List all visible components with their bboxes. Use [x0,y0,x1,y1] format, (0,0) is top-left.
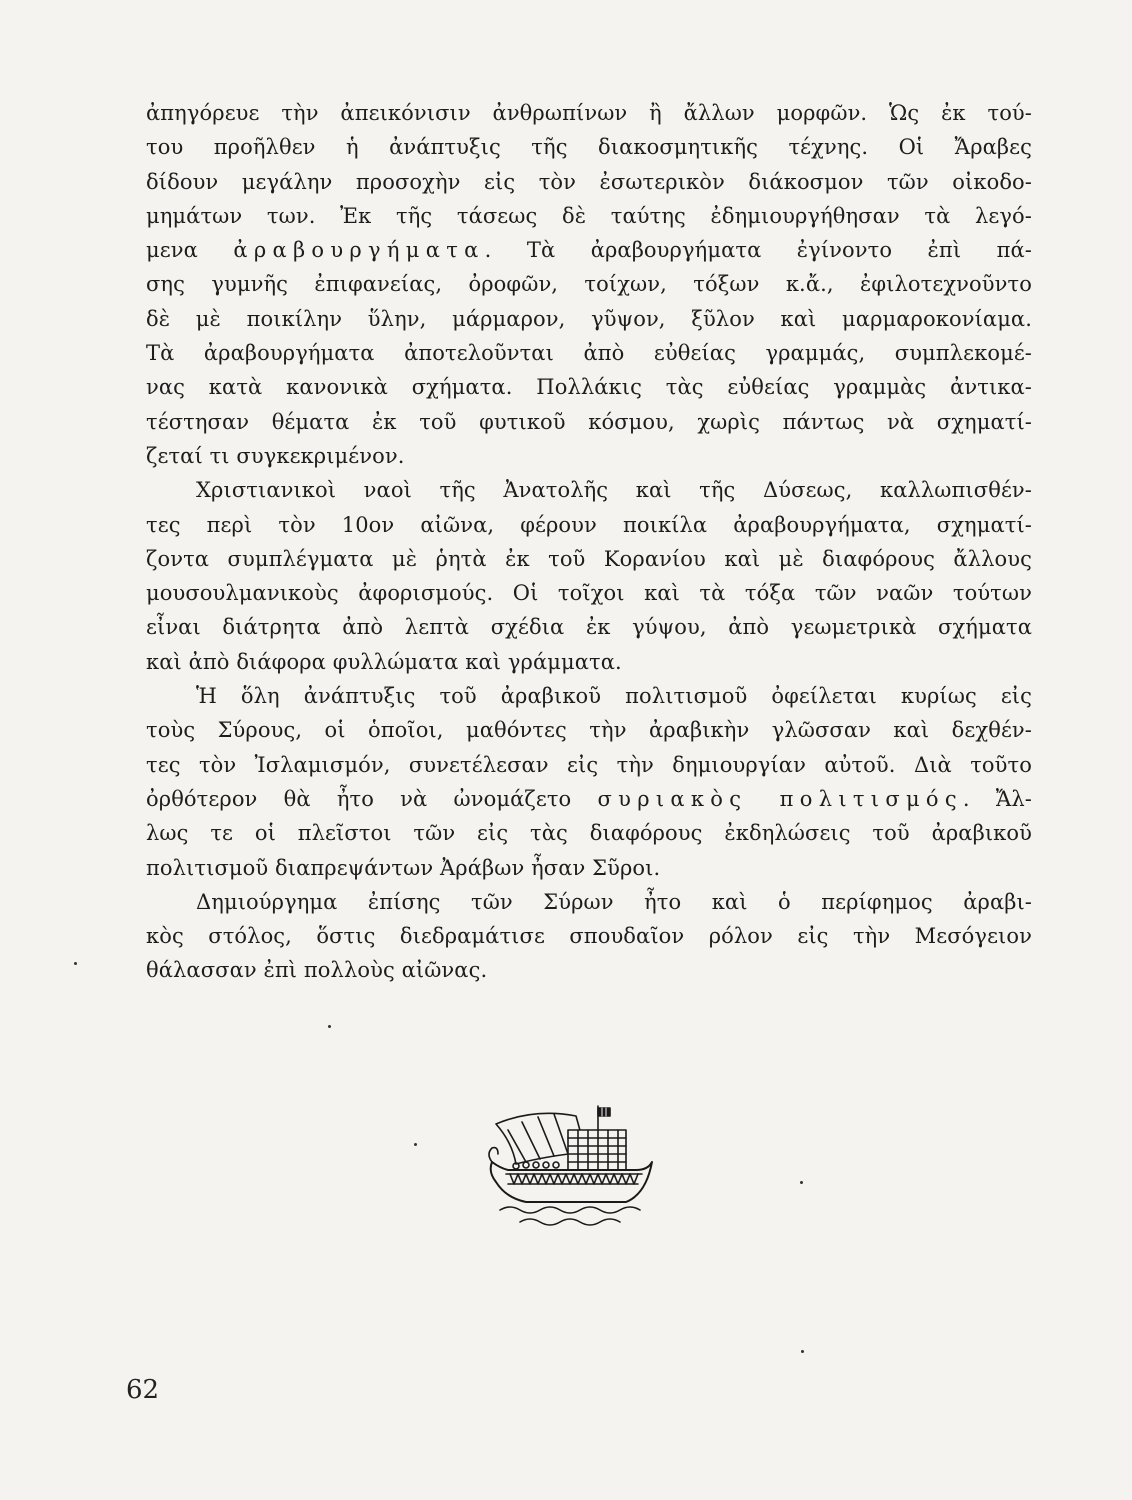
text-line: του προῆλθεν ἡ ἀνάπτυξις τῆς διακοσμητικῆς τέχνης. Οἱ Ἄραβες [146,135,1032,160]
scan-speck [801,1350,804,1353]
emphasized-term: ἀραβουργήματα [233,238,485,263]
paragraph [146,885,1032,988]
text-line: εἶναι διάτρητα ἀπὸ λεπτὰ σχέδια ἐκ γύψου, ἀπὸ γεωμετρικὰ σχήματα [146,615,1032,640]
text-line: τέστησαν θέματα ἐκ τοῦ φυτικοῦ κόσμου, χωρὶς πάντως νὰ σχηματί- [146,409,1032,434]
text-line: λως τε οἱ πλεῖστοι τῶν εἰς τὰς διαφόρους ἐκδηλώσεις τοῦ ἀραβικοῦ [146,821,1032,846]
text-line: Χριστιανικοὶ ναοὶ τῆς Ἀνατολῆς καὶ τῆς Δύσεως, καλλωπισθέν- [196,478,1032,503]
scan-speck [800,1181,803,1184]
text-line: ζεταί τι συγκεκριμένον. [146,443,405,468]
ship-icon [486,1102,656,1234]
text-line: πολιτισμοῦ διαπρεψάντων Ἀράβων ἦσαν Σῦροι. [146,855,661,880]
text-line: κὸς στόλος, ὅστις διεδραμάτισε σπουδαῖον ρόλον εἰς τὴν Μεσόγειον [146,924,1032,949]
text-line: ὀρθότερον θὰ ἦτο νὰ ὠνομάζετο συριακὸς πολιτισμός. Ἄλ- [146,786,1033,811]
text-line: νας κατὰ κανονικὰ σχήματα. Πολλάκις τὰς εὐθείας γραμμὰς ἀντικα- [146,375,1032,400]
text-line: ἀπηγόρευε τὴν ἀπεικόνισιν ἀνθρωπίνων ἢ ἄλλων μορφῶν. Ὡς ἐκ τού- [146,101,1032,125]
scan-speck [414,1143,417,1146]
text-line: μενα ἀραβουργήματα. Τὰ ἀραβουργήματα ἐγίνοντο ἐπὶ πά- [146,238,1032,263]
body-text [146,96,1032,988]
text-line: μημάτων των. Ἐκ τῆς τάσεως δὲ ταύτης ἐδημιουργήθησαν τὰ λεγό- [146,203,1032,228]
text-line: Ἡ ὅλη ἀνάπτυξις τοῦ ἀραβικοῦ πολιτισμοῦ ὀφείλεται κυρίως εἰς [196,684,1032,709]
text-line: δὲ μὲ ποικίλην ὕλην, μάρμαρον, γῦψον, ξῦλον καὶ μαρμαροκονίαμα. [146,306,1032,331]
emphasized-term: συριακὸς πολιτισμός [597,786,963,811]
text-line: μουσουλμανικοὺς ἀφορισμούς. Οἱ τοῖχοι καὶ τὰ τόξα τῶν ναῶν τούτων [146,581,1032,606]
text-line: Δημιούργημα ἐπίσης τῶν Σύρων ἦτο καὶ ὁ περίφημος ἀραβι- [196,889,1032,914]
text-line: ζοντα συμπλέγματα μὲ ῥητὰ ἐκ τοῦ Κορανίου καὶ μὲ διαφόρους ἄλλους [146,546,1032,571]
paragraph [146,473,1032,679]
paragraph [146,96,1032,473]
text-line: τες τὸν Ἰσλαμισμόν, συνετέλεσαν εἰς τὴν δημιουργίαν αὐτοῦ. Διὰ τοῦτο [146,752,1032,777]
scan-speck [328,1025,331,1028]
text-line: τες περὶ τὸν 10ον αἰῶνα, φέρουν ποικίλα ἀραβουργήματα, σχηματί- [146,512,1032,537]
text-line: δίδουν μεγάλην προσοχὴν εἰς τὸν ἐσωτερικὸν διάκοσμον τῶν οἰκοδο- [146,169,1032,194]
text-line: καὶ ἀπὸ διάφορα φυλλώματα καὶ γράμματα. [146,649,622,674]
text-line: Τὰ ἀραβουργήματα ἀποτελοῦνται ἀπὸ εὐθείας γραμμάς, συμπλεκομέ- [146,341,1032,366]
paragraph [146,679,1032,885]
page-number: 62 [126,1375,160,1405]
text-line: σης γυμνῆς ἐπιφανείας, ὀροφῶν, τοίχων, τόξων κ.ἄ., ἐφιλοτεχνοῦντο [146,272,1032,297]
text-line: τοὺς Σύρους, οἱ ὁποῖοι, μαθόντες τὴν ἀραβικὴν γλῶσσαν καὶ δεχθέν- [146,718,1032,743]
text-line: θάλασσαν ἐπὶ πολλοὺς αἰῶνας. [146,958,488,983]
scan-speck [74,962,77,965]
